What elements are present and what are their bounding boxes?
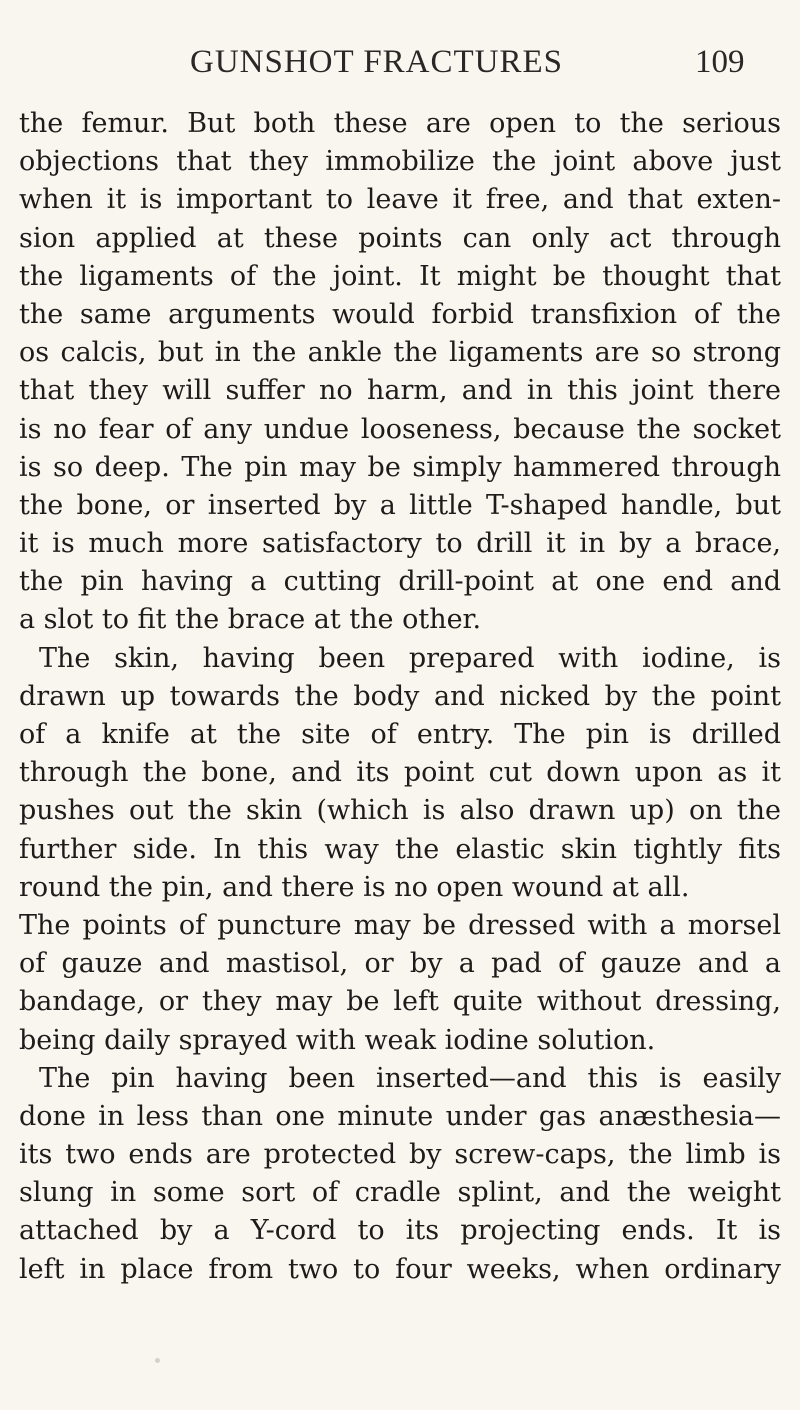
text-line: the pin having a cutting drill-point at one end and <box>19 566 781 598</box>
text-line: drawn up towards the body and nicked by the point <box>19 680 781 712</box>
text-line: the bone, or inserted by a little T-shaped handle, but <box>19 489 781 521</box>
paragraph-end-line: a slot to fit the brace at the other. <box>19 604 482 636</box>
text-line: of gauze and mastisol, or by a pad of gauze and a <box>19 948 781 980</box>
text-line: pushes out the skin (which is also drawn up) on the <box>19 795 781 827</box>
text-line: through the bone, and its point cut down upon as it <box>19 757 781 789</box>
text-line: is no fear of any undue looseness, because the socket <box>19 413 781 445</box>
text-line: left in place from two to four weeks, when ordinary <box>19 1253 781 1285</box>
text-line: is so deep. The pin may be simply hammered through <box>19 451 781 483</box>
paragraph-start-line: The pin having been inserted—and this is easily <box>39 1062 781 1094</box>
text-line: that they will suffer no harm, and in this joint there <box>19 375 781 407</box>
body-text <box>19 105 781 1289</box>
text-line: of a knife at the site of entry. The pin is drilled <box>19 719 781 750</box>
text-line: attached by a Y-cord to its projecting ends. It is <box>19 1215 781 1247</box>
text-line: done in less than one minute under gas anæsthesia— <box>19 1100 781 1132</box>
text-line: the ligaments of the joint. It might be thought that <box>19 260 781 292</box>
text-line: os calcis, but in the ankle the ligaments are so strong <box>19 337 781 369</box>
paragraph-end-line: round the pin, and there is no open wound at all. <box>19 871 690 903</box>
text-line: slung in some sort of cradle splint, and the weight <box>19 1177 781 1209</box>
paper-speck <box>155 1358 160 1363</box>
running-title: GUNSHOT FRACTURES <box>190 44 564 80</box>
text-line: the femur. But both these are open to the serious <box>19 108 781 139</box>
page-number: 109 <box>695 44 745 80</box>
text-line: bandage, or they may be left quite without dressing, <box>19 986 781 1018</box>
text-line: The points of puncture may be dressed with a morsel <box>19 909 781 941</box>
running-head <box>0 44 800 84</box>
paragraph-end-line: being daily sprayed with weak iodine solution. <box>19 1024 656 1056</box>
text-line: its two ends are protected by screw-caps, the limb is <box>19 1139 781 1171</box>
text-line: objections that they immobilize the joint above just <box>19 146 781 178</box>
text-line: further side. In this way the elastic skin tightly fits <box>19 833 781 865</box>
text-line: sion applied at these points can only act through <box>19 222 781 254</box>
text-line: the same arguments would forbid transfixion of the <box>19 298 781 330</box>
text-line: when it is important to leave it free, and that exten- <box>19 184 781 216</box>
text-line: it is much more satisfactory to drill it in by a brace, <box>19 528 781 560</box>
paragraph-start-line: The skin, having been prepared with iodine, is <box>39 642 781 674</box>
